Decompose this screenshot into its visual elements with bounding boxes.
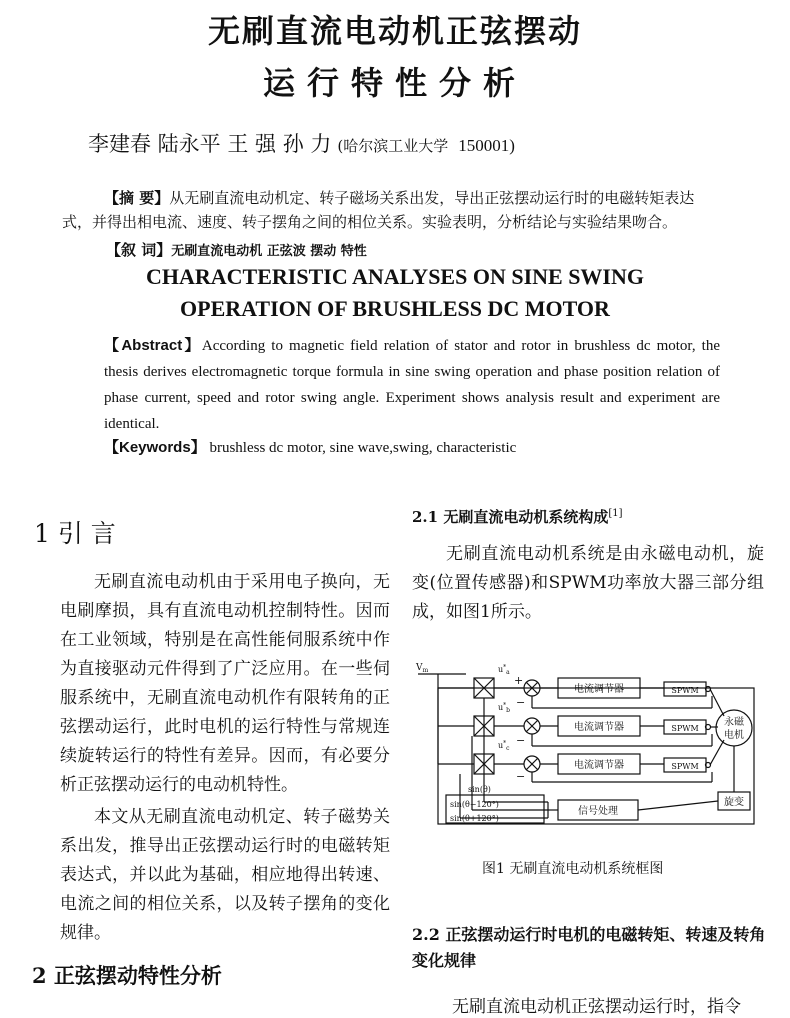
keywords-text: 无刷直流电动机 正弦波 摆动 特性 — [171, 244, 367, 259]
title-line-1: 无刷直流电动机正弦摆动 — [207, 12, 582, 50]
section-2-1-heading — [412, 506, 623, 527]
current-regulator-label-c: 电流调节器 — [574, 760, 624, 771]
minus-sign-c: − — [516, 770, 526, 783]
sin-theta-label: sin(θ) — [468, 785, 491, 794]
abstract-text-2: 式，并得出相电流、速度、转子摆角之间的相位关系。实验表明，分析结论与实验结果吻合。 — [62, 213, 678, 231]
english-abstract-label: 【Abstract】 — [104, 337, 202, 354]
vm-label: $V_m$ — [416, 663, 429, 674]
spwm-label-b: SPWM — [671, 724, 699, 733]
section-2-1-title: 2.1 无刷直流电动机系统构成 — [412, 508, 609, 526]
motor-label-2: 电机 — [724, 730, 744, 741]
english-title-line-1: CHARACTERISTIC ANALYSES ON SINE SWING — [146, 264, 644, 289]
section-2-2-heading: 2.2 正弦摆动运行时电机的电磁转矩、转速及转角变化规律 — [412, 925, 766, 970]
motor-label-1: 永磁 — [724, 717, 744, 728]
english-abstract-text: According to magnetic field relation of stator and rotor in brushless dc motor, the thesis derives electromagnetic torque formula in sine swing operation and phase position relation of phase current, speed and rotor swing angle. Experiment shows analysis result and experiment are identical. — [104, 338, 720, 432]
system-block-diagram — [406, 652, 766, 832]
section-1-body — [60, 568, 390, 948]
resolver-label: 旋变 — [724, 797, 744, 808]
section-1-paragraph-1: 无刷直流电动机由于采用电子换向，无电刷摩损，具有直流电动机控制特性。因而在工业领域，特别是在高性能伺服系统中作为直接驱动元件得到了广泛应用。在一些伺服系统中，无刷直流电动机作有限转角的正弦摆动运行，此时电机的运行特性与常规连续旋转运行的特性有差异。因而，有必要分析正弦摆动运行的电动机特性。 — [60, 572, 390, 795]
english-abstract — [66, 333, 720, 437]
section-2-1-text: 无刷直流电动机系统是由永磁电动机，旋变(位置传感器)和SPWM功率放大器三部分组成，如图1所示。 — [412, 544, 764, 622]
plus-sign-a: + — [514, 674, 524, 687]
uc-label: $u^*_c$ — [498, 740, 510, 752]
abstract-text-1: 从无刷直流电动机定、转子磁场关系出发，导出正弦摆动运行时的电磁转矩表达 — [169, 189, 695, 207]
author-line — [88, 128, 515, 158]
section-2-2-text: 无刷直流电动机正弦摆动运行时，指令 — [452, 997, 741, 1017]
english-keywords — [104, 436, 516, 457]
abstract-label: 【摘 要】 — [104, 189, 170, 207]
spwm-label-c: SPWM — [671, 762, 699, 771]
current-regulator-label-a: 电流调节器 — [574, 684, 624, 695]
minus-sign-b: − — [516, 734, 526, 747]
english-title-line-2: OPERATION OF BRUSHLESS DC MOTOR — [180, 296, 610, 321]
current-regulator-label-b: 电流调节器 — [574, 722, 624, 733]
ua-label: $u^*_a$ — [498, 664, 510, 676]
english-keywords-label: 【Keywords】 — [104, 439, 206, 456]
affiliation: (哈尔滨工业大学 — [337, 137, 449, 155]
postal-code: 150001) — [458, 136, 515, 155]
sin-theta-plus-label: sin(θ+120°) — [450, 814, 499, 823]
keywords-label: 【叙 词】 — [106, 241, 172, 259]
signal-processing-label: 信号处理 — [578, 806, 618, 817]
title-line-2: 运行特性分析 — [262, 64, 527, 102]
figure-caption: 图1 无刷直流电动机系统框图 — [482, 861, 664, 877]
chinese-abstract — [62, 186, 722, 234]
section-1-paragraph-2: 本文从无刷直流电动机定、转子磁势关系出发，推导出正弦摆动运行时的电磁转矩表达式，并以此为基础，相应地得出转速、电流之间的相位关系，以及转子摆角的变化规律。 — [60, 807, 390, 943]
english-keywords-text: brushless dc motor, sine wave,swing, characteristic — [209, 440, 517, 456]
spwm-label-a: SPWM — [671, 686, 699, 695]
section-2-heading: 2 正弦摆动特性分析 — [32, 963, 222, 988]
chinese-keywords — [106, 239, 367, 260]
minus-sign-a: − — [516, 696, 526, 709]
ub-label: $u^*_b$ — [498, 702, 510, 714]
reference-mark: [1] — [608, 508, 623, 519]
section-1-heading: 1 引 言 — [34, 519, 116, 548]
sin-theta-minus-label: sin(θ−120°) — [450, 800, 499, 809]
authors: 李建春 陆永平 王 强 孙 力 — [88, 132, 332, 156]
